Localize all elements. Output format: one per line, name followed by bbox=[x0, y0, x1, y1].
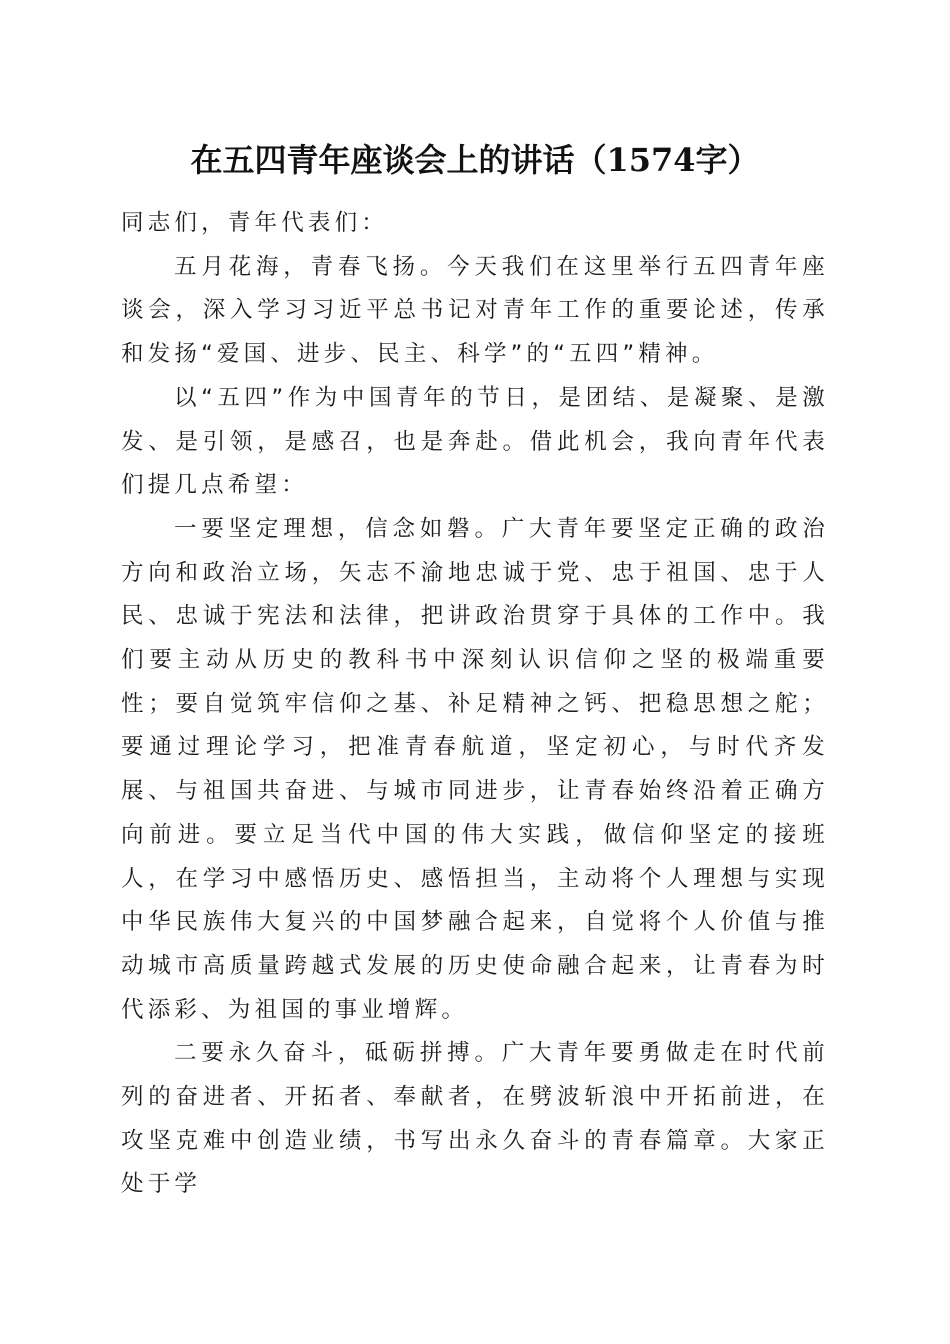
document-body bbox=[121, 202, 829, 1207]
paragraph-hopes-intro: 以“五四”作为中国青年的节日，是团结、是凝聚、是激发、是引领，是感召，也是奔赴。借此机会，我向青年代表们提几点希望： bbox=[121, 384, 829, 499]
paragraph-point-one: 一要坚定理想，信念如磐。广大青年要坚定正确的政治方向和政治立场，矢志不渝地忠诚于党、忠于祖国、忠于人民、忠诚于宪法和法律，把讲政治贯穿于具体的工作中。我们要主动从历史的教科书中深刻认识信仰之坚的极端重要性；要自觉筑牢信仰之基、补足精神之钙、把稳思想之舵；要通过理论学习，把准青春航道，坚定初心，与时代齐发展、与祖国共奋进、与城市同进步，让青春始终沿着正确方向前进。要立足当代中国的伟大实践，做信仰坚定的接班人，在学习中感悟历史、感悟担当，主动将个人理想与实现中华民族伟大复兴的中国梦融合起来，自觉将个人价值与推动城市高质量跨越式发展的历史使命融合起来，让青春为时代添彩、为祖国的事业增辉。 bbox=[121, 515, 829, 1023]
salutation: 同志们，青年代表们： bbox=[121, 210, 389, 236]
paragraph-point-two: 二要永久奋斗，砥砺拼搏。广大青年要勇做走在时代前列的奋进者、开拓者、奉献者，在劈波斩浪中开拓前进，在攻坚克难中创造业绩，书写出永久奋斗的青春篇章。大家正处于学 bbox=[121, 1040, 829, 1198]
paragraph-opening: 五月花海，青春飞扬。今天我们在这里举行五四青年座谈会，深入学习习近平总书记对青年工作的重要论述，传承和发扬“爱国、进步、民主、科学”的“五四”精神。 bbox=[121, 253, 829, 368]
document-title: 在五四青年座谈会上的讲话（1574字） bbox=[190, 141, 760, 179]
